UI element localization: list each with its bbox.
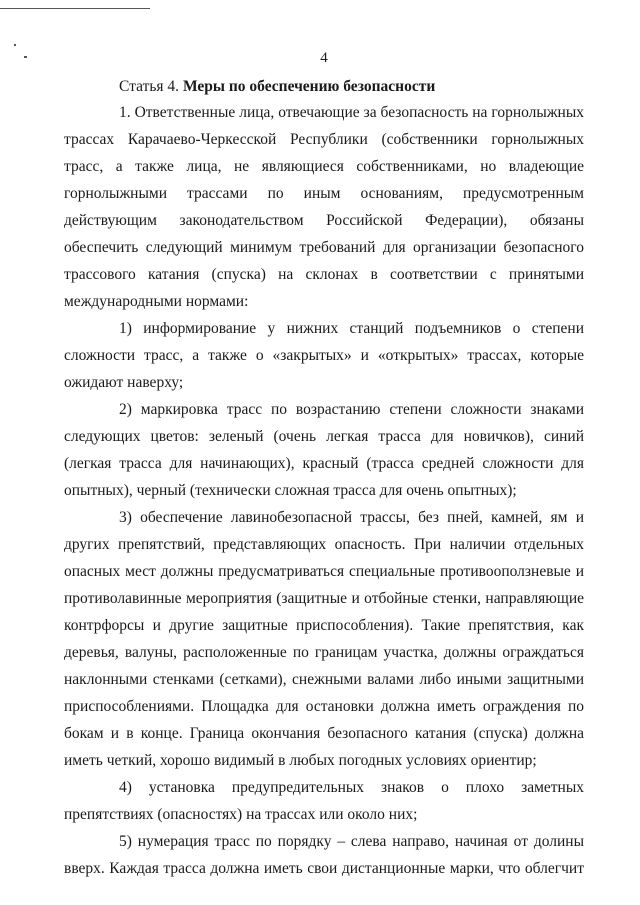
text-line: других препятствий, представляющих опасность. При наличии отдельных <box>64 536 584 553</box>
text-line: деревья, валуны, расположенные по границам участка, должны ограждаться <box>64 644 584 661</box>
text-line: приспособлениями. Площадка для остановки должна иметь ограждения по <box>64 698 584 715</box>
scan-dot <box>14 44 16 46</box>
article-heading <box>119 78 435 96</box>
text-line: обеспечить следующий минимум требований для организации безопасного <box>64 239 584 256</box>
text-line: 1) информирование у нижних станций подъемников о степени <box>119 320 584 337</box>
text-line: противолавинные мероприятия (защитные и отбойные стенки, направляющие <box>64 590 584 607</box>
page-number: 4 <box>320 50 328 66</box>
text-line: вверх. Каждая трасса должна иметь свои дистанционные марки, что облегчит <box>64 860 584 877</box>
article-prefix: Статья 4. <box>119 78 183 95</box>
article-title: Меры по обеспечению безопасности <box>182 78 436 95</box>
text-line: (легкая трасса для начинающих), красный (трасса средней сложности для <box>64 455 584 472</box>
text-line: 4) установка предупредительных знаков о плохо заметных <box>119 779 584 796</box>
scan-edge-mark <box>0 8 150 9</box>
text-line: препятствиях (опасностях) на трассах или около них; <box>64 806 418 823</box>
text-line: опасных мест должны предусматриваться специальные противооползневые и <box>64 563 584 580</box>
text-line: горнолыжными трассами по иным основаниям, предусмотренным <box>64 185 584 202</box>
text-line: международными нормами: <box>64 293 249 310</box>
text-line: 3) обеспечение лавинобезопасной трассы, без пней, камней, ям и <box>119 509 584 526</box>
text-line: иметь четкий, хорошо видимый в любых погодных условиях ориентир; <box>64 752 537 769</box>
text-line: действующим законодательством Российской Федерации), обязаны <box>64 212 584 229</box>
scan-dot <box>24 56 27 58</box>
text-line: сложности трасс, а также о «закрытых» и «открытых» трассах, которые <box>64 347 584 364</box>
text-line: бокам и в конце. Граница окончания безопасного катания (спуска) должна <box>64 725 584 742</box>
text-line: ожидают наверху; <box>64 374 184 391</box>
text-line: наклонными стенками (сетками), снежными валами либо иными защитными <box>64 671 584 688</box>
text-line: 1. Ответственные лица, отвечающие за безопасность на горнолыжных <box>119 104 584 121</box>
text-line: трассового катания (спуска) на склонах в соответствии с принятыми <box>64 266 584 283</box>
text-line: 2) маркировка трасс по возрастанию степени сложности знаками <box>119 401 584 418</box>
text-line: опытных), черный (технически сложная трасса для очень опытных); <box>64 482 517 499</box>
text-line: контрфорсы и другие защитные приспособления). Такие препятствия, как <box>64 617 584 634</box>
text-line: 5) нумерация трасс по порядку – слева направо, начиная от долины <box>119 833 584 850</box>
text-line: трасс, а также лица, не являющиеся собственниками, но владеющие <box>64 158 584 175</box>
text-line: следующих цветов: зеленый (очень легкая трасса для новичков), синий <box>64 428 584 445</box>
text-line: трассах Карачаево-Черкесской Республики (собственники горнолыжных <box>64 131 584 148</box>
